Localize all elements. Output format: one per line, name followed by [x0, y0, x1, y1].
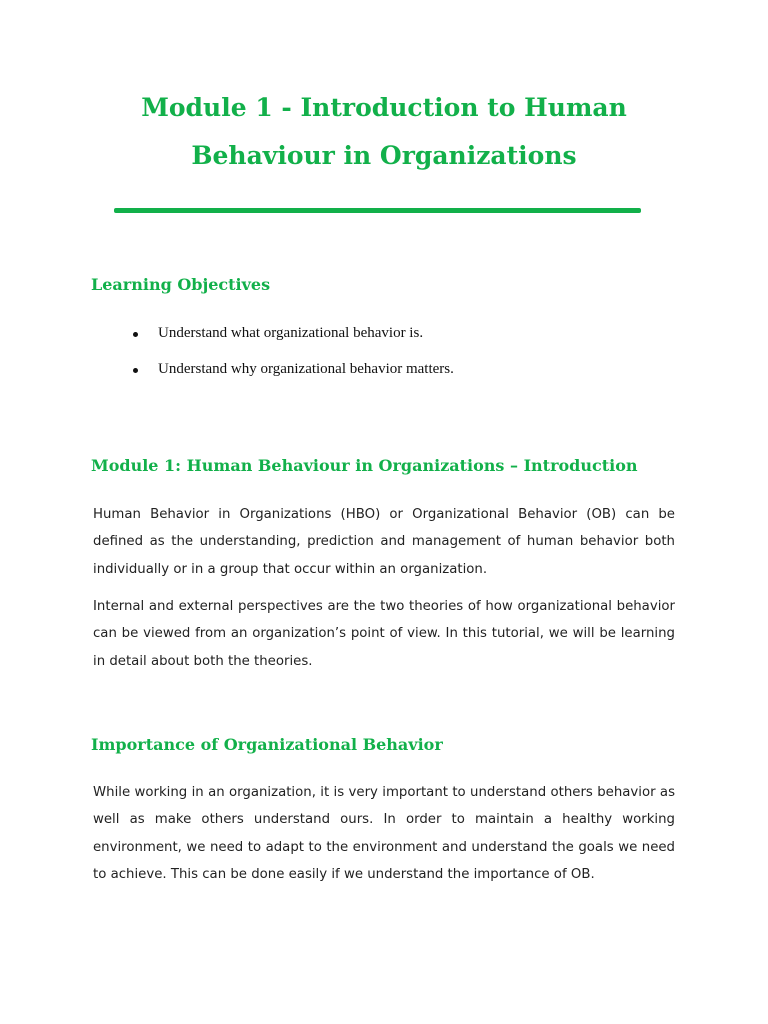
page-title-line-2: Behaviour in Organizations — [191, 141, 577, 170]
list-item — [0, 325, 600, 345]
list-item-text: Understand why organizational behavior matters. — [158, 361, 454, 377]
list-item-text: Understand what organizational behavior is. — [158, 325, 424, 341]
list-item — [0, 361, 600, 381]
introduction-paragraph: Internal and external perspectives are the two theories of how organizational behavior can be viewed from an organization’s point of view. In this tutorial, we will be learning in detail about both the theories. — [93, 599, 675, 669]
learning-objectives-heading: Learning Objectives — [91, 275, 271, 294]
introduction-heading: Module 1: Human Behaviour in Organizations – Introduction — [91, 456, 638, 475]
title-divider — [114, 208, 641, 213]
importance-heading: Importance of Organizational Behavior — [91, 735, 443, 754]
importance-paragraph: While working in an organization, it is very important to understand others behavior as well as make others understand ours. In order to maintain a healthy working environment, we need to adapt to the environment and understand the goals we need to achieve. This can be done easily if we understand the importance of OB. — [93, 785, 675, 882]
bullet-icon — [133, 368, 138, 373]
bullet-icon — [133, 332, 138, 337]
page-title-line-1: Module 1 - Introduction to Human — [141, 93, 627, 122]
introduction-paragraph: Human Behavior in Organizations (HBO) or Organizational Behavior (OB) can be defined as the understanding, prediction and management of human behavior both individually or in a group that occur within an organization. — [93, 507, 675, 577]
